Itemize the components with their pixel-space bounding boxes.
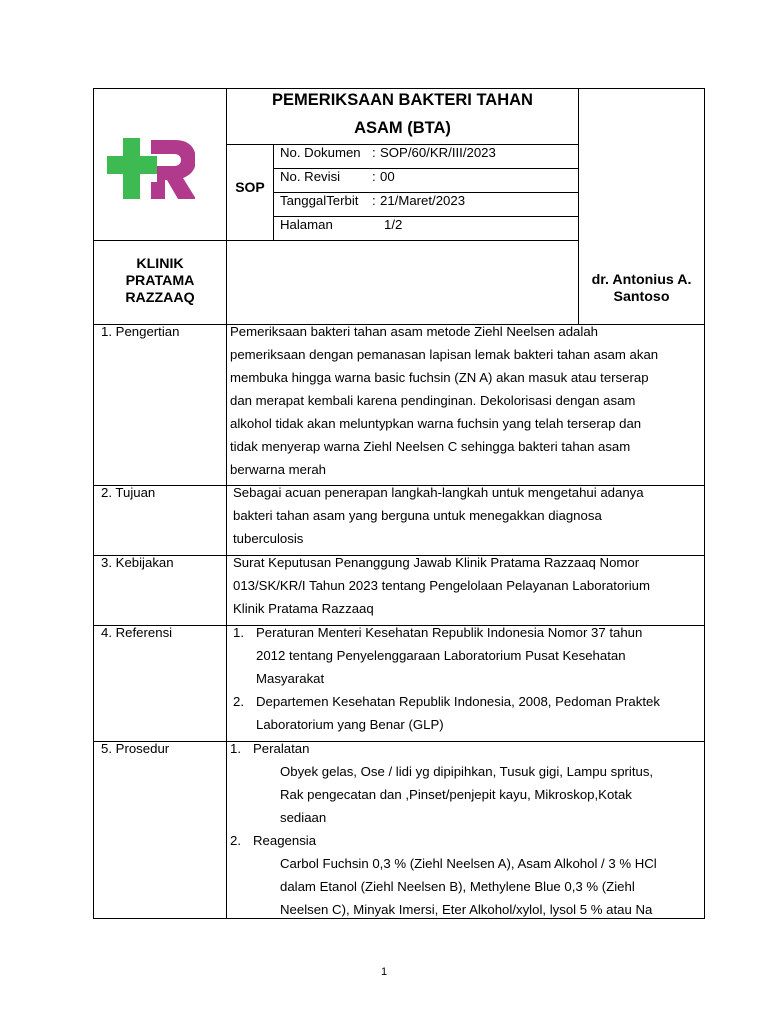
meta-row bbox=[280, 213, 402, 236]
meta-label: No. Revisi bbox=[280, 169, 341, 184]
section-label-tujuan: 2. Tujuan bbox=[101, 485, 156, 500]
text-line: tidak menyerap warna Ziehl Neelsen C sehingga bakteri tahan asam bbox=[230, 439, 631, 454]
procedure-item-title: Reagensia bbox=[253, 833, 317, 848]
meta-row bbox=[280, 189, 465, 212]
text-line: Departemen Kesehatan Republik Indonesia, 2008, Pedoman Praktek bbox=[256, 694, 660, 709]
text-line: tuberculosis bbox=[233, 531, 304, 546]
meta-label: TanggalTerbit bbox=[280, 193, 359, 208]
text-line: dan merapat kembali karena pendinginan. Dekolorisasi dengan asam bbox=[230, 393, 636, 408]
document-title bbox=[227, 86, 578, 142]
text-line: berwarna merah bbox=[230, 462, 327, 477]
procedure-item-title: Peralatan bbox=[253, 741, 310, 756]
section-content-kebijakan bbox=[233, 551, 650, 620]
text-line: Peraturan Menteri Kesehatan Republik Indonesia Nomor 37 tahun bbox=[256, 625, 643, 640]
text-line: 2012 tentang Penyelenggaraan Laboratorium Pusat Kesehatan bbox=[256, 648, 626, 663]
section-label-kebijakan: 3. Kebijakan bbox=[101, 555, 174, 570]
section-content-pengertian bbox=[230, 320, 658, 481]
clinic-name-line: RAZZAAQ bbox=[125, 290, 195, 306]
meta-value: 00 bbox=[380, 169, 395, 184]
clinic-name bbox=[94, 256, 226, 307]
page-number: 1 bbox=[380, 966, 388, 978]
text-line: alkohol tidak akan meluntурkan warna fuchsin yang telah terserap dan bbox=[230, 416, 642, 431]
signer-name bbox=[579, 272, 704, 306]
text-line: bakteri tahan asam yang berguna untuk menegakkan diagnosa bbox=[233, 508, 602, 523]
text-line: dalam Etanol (Ziehl Neelsen B), Methylene Blue 0,3 % (Ziehl bbox=[280, 879, 635, 894]
section-label-prosedur: 5. Prosedur bbox=[101, 741, 170, 756]
meta-sep: : bbox=[372, 169, 376, 184]
meta-value: 21/Maret/2023 bbox=[380, 193, 466, 208]
clinic-name-line: PRATAMA bbox=[125, 273, 195, 289]
section-content-prosedur bbox=[230, 737, 657, 921]
section-content-tujuan bbox=[233, 481, 644, 550]
clinic-logo bbox=[105, 138, 195, 202]
magenta-r-icon bbox=[151, 140, 195, 199]
procedure-item-heading bbox=[230, 829, 657, 852]
text-line: Laboratorium yang Benar (GLP) bbox=[256, 717, 444, 732]
text-line: 013/SK/KR/I Tahun 2023 tentang Pengelolaan Pelayanan Laboratorium bbox=[233, 578, 650, 593]
list-item bbox=[233, 690, 660, 736]
section-label-pengertian: 1. Pengertian bbox=[101, 324, 180, 339]
text-line: Obyek gelas, Ose / lidi yg dipipihkan, Tusuk gigi, Lampu spritus, bbox=[280, 764, 654, 779]
procedure-item-heading bbox=[230, 737, 657, 760]
list-number: 1. bbox=[230, 741, 241, 756]
title-line-1: PEMERIKSAAN BAKTERI TAHAN bbox=[272, 91, 533, 109]
text-line: Rak pengecatan dan ,Pinset/penjepit kayu, Mikroskop,Kotak bbox=[280, 787, 632, 802]
signer-name-line: Santoso bbox=[613, 289, 670, 305]
meta-label: No. Dokumen bbox=[280, 145, 361, 160]
text-line: Masyarakat bbox=[256, 671, 325, 686]
clinic-name-line: KLINIK bbox=[136, 256, 184, 272]
green-cross-icon bbox=[107, 138, 157, 199]
text-line: membuka hingga warna basic fuchsin (ZN A) akan masuk atau terserap bbox=[230, 370, 649, 385]
list-item bbox=[233, 621, 660, 690]
text-line: Carbol Fuchsin 0,3 % (Ziehl Neelsen A), Asam Alkohol / 3 % HCl bbox=[280, 856, 657, 871]
list-number: 2. bbox=[230, 833, 241, 848]
text-line: Pemeriksaan bakteri tahan asam metode Ziehl Neelsen adalah bbox=[230, 324, 598, 339]
meta-sep: : bbox=[372, 145, 376, 160]
meta-row bbox=[280, 141, 496, 164]
sop-label: SOP bbox=[235, 179, 265, 195]
meta-row bbox=[280, 165, 395, 188]
title-line-2: ASAM (BTA) bbox=[354, 119, 451, 137]
meta-sep: : bbox=[372, 193, 376, 208]
procedure-item bbox=[230, 829, 657, 921]
signer-name-line: dr. Antonius A. bbox=[591, 272, 692, 288]
text-line: Surat Keputusan Penanggung Jawab Klinik Pratama Razzaaq Nomor bbox=[233, 555, 640, 570]
meta-value: 1/2 bbox=[384, 217, 403, 232]
procedure-item-body bbox=[230, 852, 657, 921]
list-number: 2. bbox=[233, 694, 244, 709]
text-line: sediaan bbox=[280, 810, 327, 825]
text-line: Neelsen C), Minyak Imersi, Eter Alkohol/xylol, lysol 5 % atau Na bbox=[280, 902, 653, 917]
procedure-item-body bbox=[230, 760, 657, 829]
text-line: Klinik Pratama Razzaaq bbox=[233, 601, 374, 616]
section-content-referensi bbox=[233, 621, 660, 736]
meta-label: Halaman bbox=[280, 217, 333, 232]
text-line: Sebagai acuan penerapan langkah-langkah untuk mengetahui adanya bbox=[233, 485, 644, 500]
meta-value: SOP/60/KR/III/2023 bbox=[380, 145, 496, 160]
section-label-referensi: 4. Referensi bbox=[101, 625, 173, 640]
procedure-item bbox=[230, 737, 657, 829]
list-number: 1. bbox=[233, 625, 244, 640]
text-line: pemeriksaan dengan pemanasan lapisan lemak bakteri tahan asam akan bbox=[230, 347, 659, 362]
